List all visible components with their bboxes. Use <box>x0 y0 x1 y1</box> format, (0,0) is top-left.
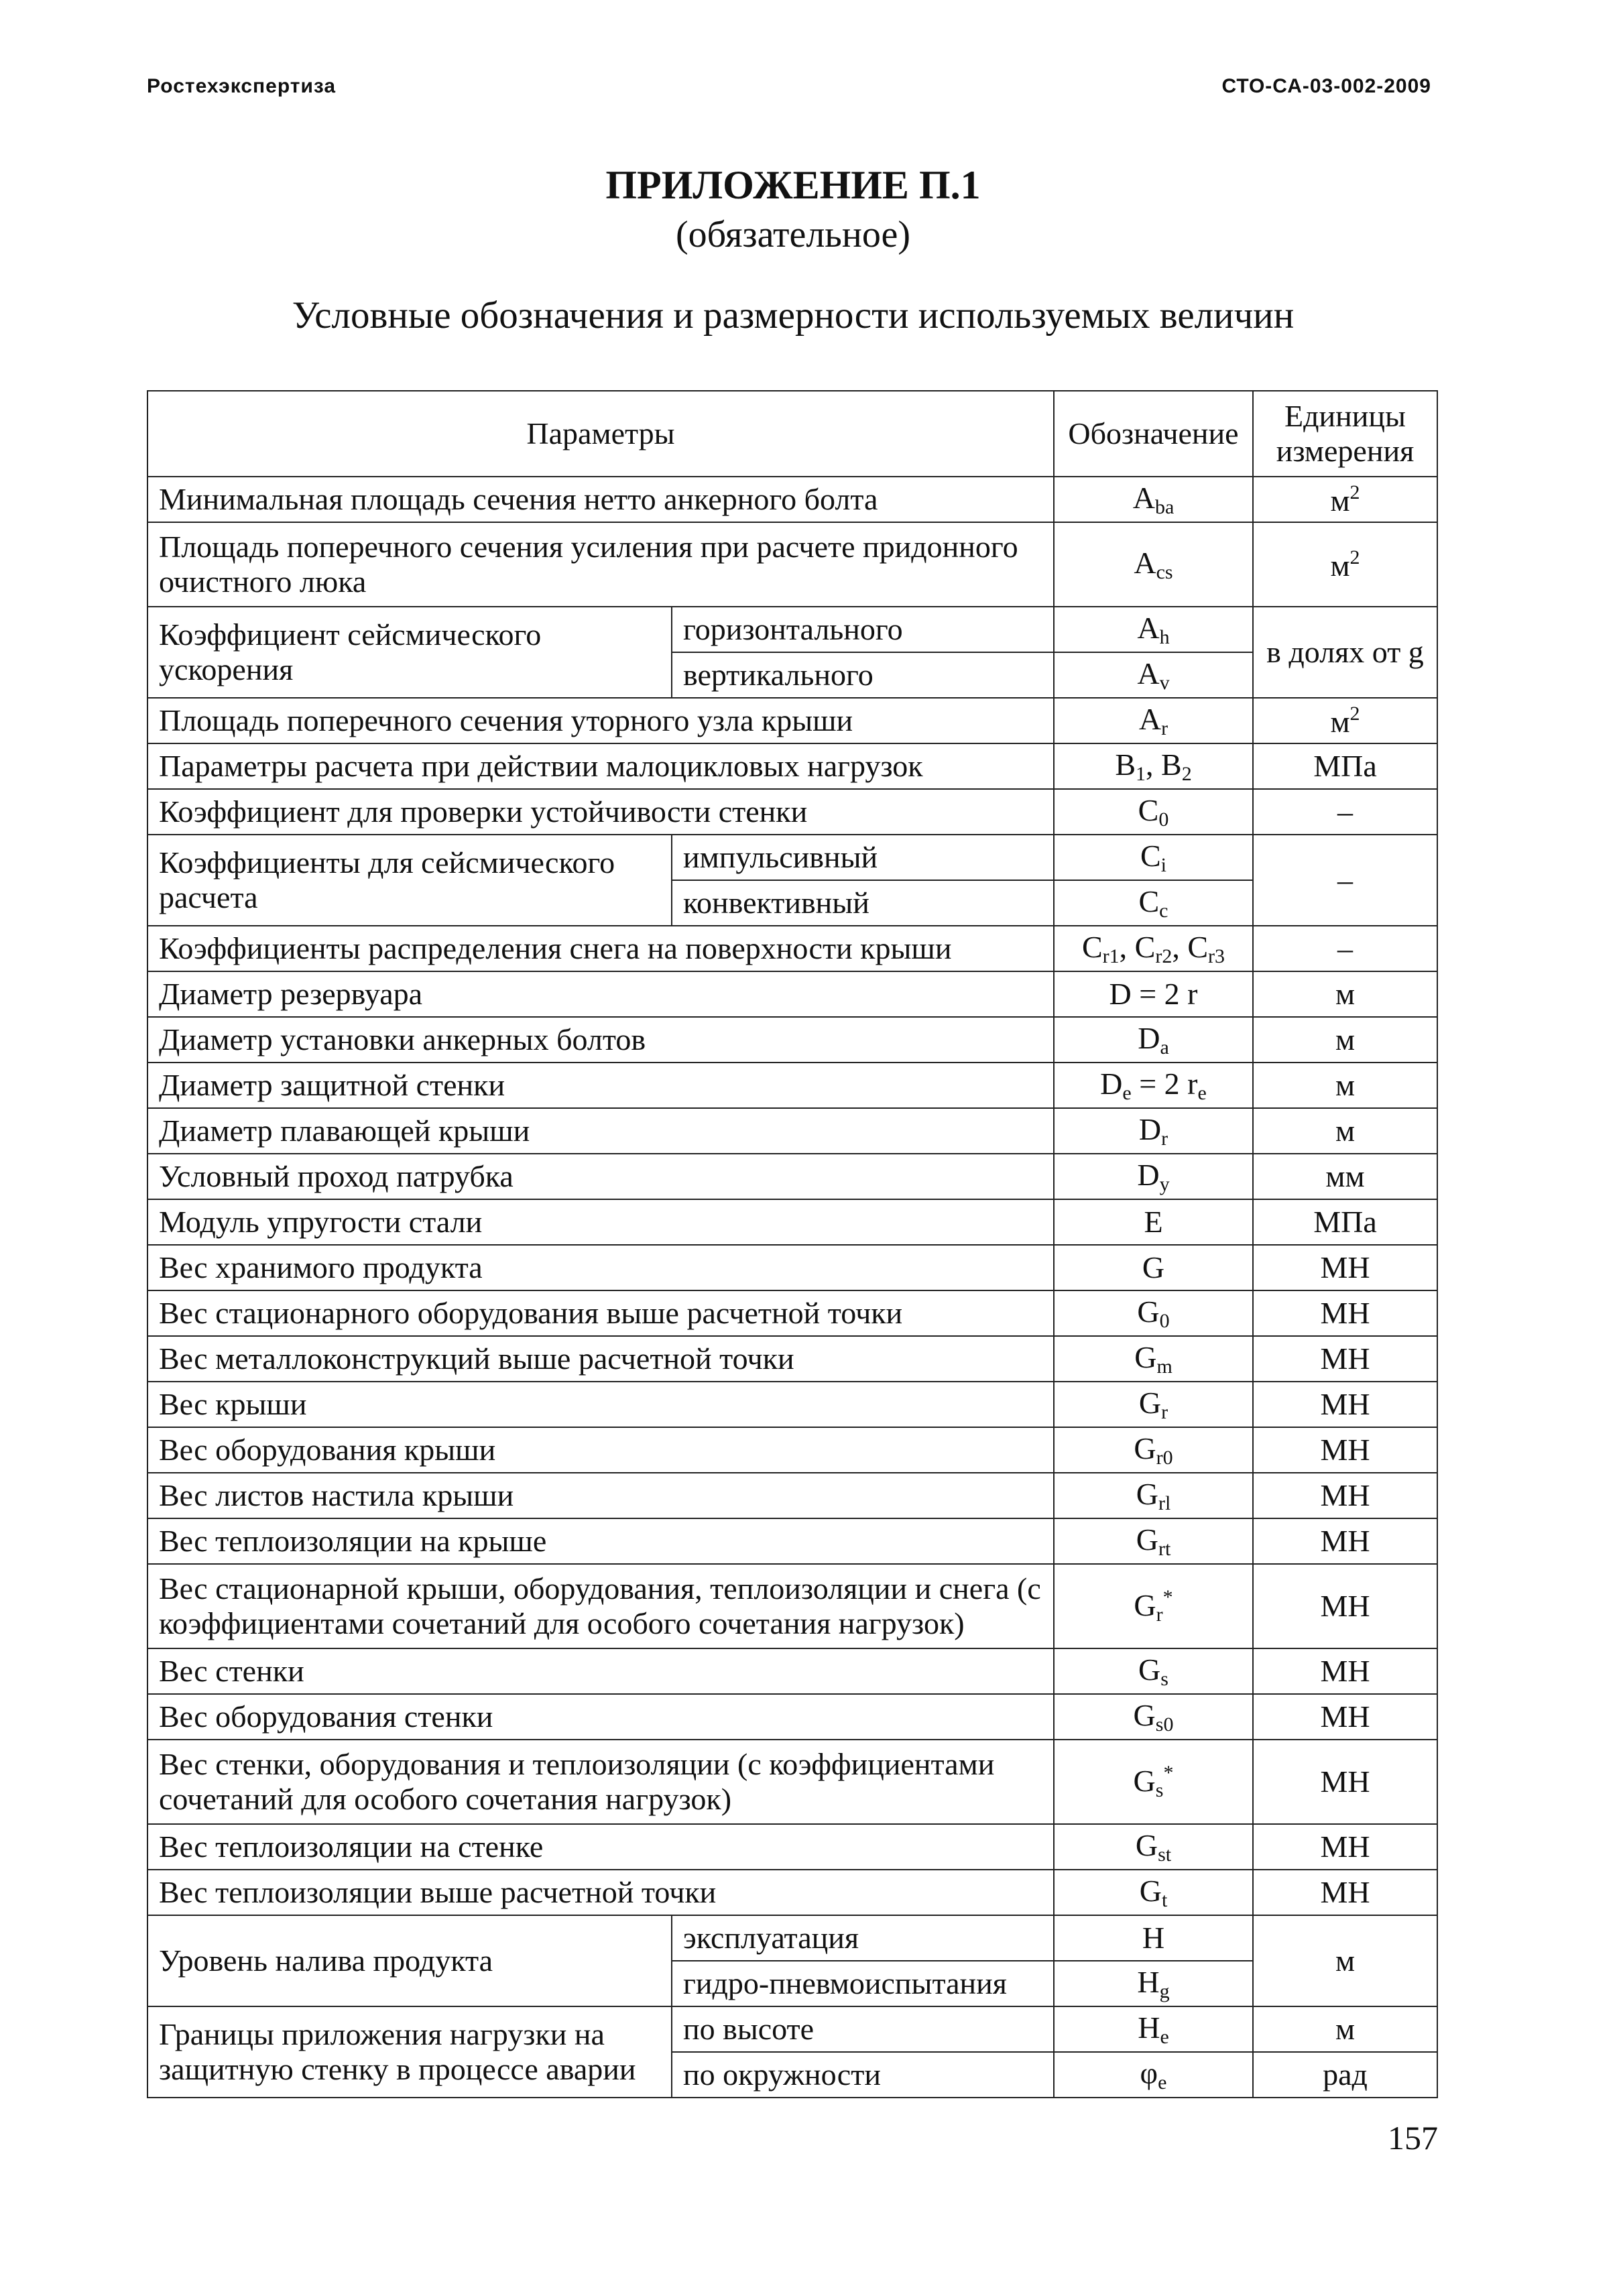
param-cell: Вес теплоизоляции выше расчетной точки <box>147 1870 1054 1915</box>
table-row <box>147 789 1437 835</box>
param-cell: Коэффициент для проверки устойчивости стенки <box>147 789 1054 835</box>
unit-cell: МН <box>1253 1245 1437 1290</box>
symbol-cell: $G_0$ <box>1054 1290 1253 1336</box>
symbol-cell: $D_a$ <box>1054 1017 1253 1063</box>
param-cell: Вес металлоконструкций выше расчетной точки <box>147 1336 1054 1382</box>
symbol-cell: $G_s$ <box>1054 1648 1253 1694</box>
unit-cell: МН <box>1253 1870 1437 1915</box>
param-cell: Вес крыши <box>147 1382 1054 1427</box>
param-cell: Коэффициенты распределения снега на поверхности крыши <box>147 926 1054 971</box>
table-row <box>147 1740 1437 1824</box>
symbol-cell: $D_r$ <box>1054 1108 1253 1154</box>
page-number: 157 <box>1388 2119 1438 2157</box>
unit-cell: м <box>1253 971 1437 1017</box>
table-row <box>147 1518 1437 1564</box>
unit-cell: рад <box>1253 2052 1437 2098</box>
table-row <box>147 1290 1437 1336</box>
table-row <box>147 1473 1437 1518</box>
param-cell: Коэффициенты для сейсмического расчета <box>147 835 672 926</box>
symbol-cell: $G_{rt}$ <box>1054 1518 1253 1564</box>
symbol-cell: $C_i$ <box>1054 835 1253 880</box>
param-cell: Вес хранимого продукта <box>147 1245 1054 1290</box>
header-params: Параметры <box>147 391 1054 477</box>
param-cell: Вес стационарной крыши, оборудования, теплоизоляции и снега (с коэффициентами сочетаний для особого сочетания нагрузок) <box>147 1564 1054 1648</box>
symbol-cell: H <box>1054 1915 1253 1961</box>
table-row <box>147 743 1437 789</box>
symbol-cell: $D_e = 2$ $r_e$ <box>1054 1063 1253 1108</box>
subparam-cell: вертикального <box>672 652 1054 698</box>
unit-cell: МН <box>1253 1824 1437 1870</box>
param-cell: Вес теплоизоляции на стенке <box>147 1824 1054 1870</box>
table-row <box>147 1154 1437 1199</box>
header-organization: Ростехэкспертиза <box>147 75 337 97</box>
symbol-cell: $G_{st}$ <box>1054 1824 1253 1870</box>
unit-cell: МН <box>1253 1518 1437 1564</box>
header-units: Единицы измерения <box>1253 391 1437 477</box>
unit-cell: м <box>1253 1017 1437 1063</box>
symbol-cell: $C_{r1}$, $C_{r2}$, $C_{r3}$ <box>1054 926 1253 971</box>
table-row <box>147 1564 1437 1648</box>
unit-cell: м <box>1253 1063 1437 1108</box>
symbol-cell: $G_{s0}$ <box>1054 1694 1253 1740</box>
unit-cell: м <box>1253 1915 1437 2006</box>
table-row <box>147 1694 1437 1740</box>
unit-cell: МН <box>1253 1694 1437 1740</box>
param-cell: Вес оборудования крыши <box>147 1427 1054 1473</box>
table-row <box>147 2006 1437 2052</box>
symbol-cell: $A_{cs}$ <box>1054 522 1253 607</box>
table-row <box>147 698 1437 743</box>
appendix-title: ПРИЛОЖЕНИЕ П.1 <box>605 163 981 207</box>
table-row <box>147 1017 1437 1063</box>
param-cell: Границы приложения нагрузки на защитную стенку в процессе аварии <box>147 2006 672 2098</box>
unit-cell: МН <box>1253 1382 1437 1427</box>
symbol-cell: $G_{r0}$ <box>1054 1427 1253 1473</box>
table-row <box>147 926 1437 971</box>
param-cell: Диаметр защитной стенки <box>147 1063 1054 1108</box>
param-cell: Вес стенки, оборудования и теплоизоляции (с коэффициентами сочетаний для особого сочетания нагрузок) <box>147 1740 1054 1824</box>
unit-cell: МН <box>1253 1740 1437 1824</box>
subparam-cell: эксплуатация <box>672 1915 1054 1961</box>
unit-cell: $м^2$ <box>1253 522 1437 607</box>
table-row <box>147 971 1437 1017</box>
unit-cell: м <box>1253 2006 1437 2052</box>
table-row <box>147 522 1437 607</box>
table-row <box>147 1063 1437 1108</box>
subparam-cell: импульсивный <box>672 835 1054 880</box>
symbol-cell: $G_m$ <box>1054 1336 1253 1382</box>
param-cell: Площадь поперечного сечения усиления при расчете придонного очистного люка <box>147 522 1054 607</box>
param-cell: Минимальная площадь сечения нетто анкерного болта <box>147 477 1054 522</box>
table-row <box>147 1915 1437 1961</box>
symbol-cell: D = 2 r <box>1054 971 1253 1017</box>
appendix-subtitle: (обязательное) <box>676 214 910 255</box>
table-row <box>147 477 1437 522</box>
header-symbol: Обозначение <box>1054 391 1253 477</box>
param-cell: Площадь поперечного сечения уторного узла крыши <box>147 698 1054 743</box>
header-document-code: СТО-СА-03-002-2009 <box>1221 75 1431 97</box>
symbol-cell: $G_t$ <box>1054 1870 1253 1915</box>
table-row <box>147 1245 1437 1290</box>
unit-cell: МН <box>1253 1427 1437 1473</box>
subparam-cell: по окружности <box>672 2052 1054 2098</box>
unit-cell: МН <box>1253 1336 1437 1382</box>
table-row <box>147 1824 1437 1870</box>
symbol-cell: $G_s^*$ <box>1054 1740 1253 1824</box>
unit-cell: – <box>1253 926 1437 971</box>
table-header-row <box>147 391 1437 477</box>
unit-cell: мм <box>1253 1154 1437 1199</box>
table-row <box>147 1199 1437 1245</box>
table-row <box>147 607 1437 652</box>
param-cell: Вес листов настила крыши <box>147 1473 1054 1518</box>
unit-cell: МН <box>1253 1290 1437 1336</box>
unit-cell: $м^2$ <box>1253 698 1437 743</box>
param-cell: Диаметр установки анкерных болтов <box>147 1017 1054 1063</box>
unit-cell: МПа <box>1253 1199 1437 1245</box>
unit-cell: в долях от g <box>1253 607 1437 698</box>
param-cell: Вес стационарного оборудования выше расчетной точки <box>147 1290 1054 1336</box>
symbol-cell: $D_y$ <box>1054 1154 1253 1199</box>
symbol-cell: $A_h$ <box>1054 607 1253 652</box>
param-cell: Модуль упругости стали <box>147 1199 1054 1245</box>
param-cell: Диаметр плавающей крыши <box>147 1108 1054 1154</box>
unit-cell: МН <box>1253 1648 1437 1694</box>
param-cell: Условный проход патрубка <box>147 1154 1054 1199</box>
table-row <box>147 1108 1437 1154</box>
symbol-cell: $C_0$ <box>1054 789 1253 835</box>
param-cell: Диаметр резервуара <box>147 971 1054 1017</box>
unit-cell: м <box>1253 1108 1437 1154</box>
symbol-cell: $G_r$ <box>1054 1382 1253 1427</box>
subparam-cell: по высоте <box>672 2006 1054 2052</box>
unit-cell: – <box>1253 789 1437 835</box>
appendix-heading: Условные обозначения и размерности используемых величин <box>292 294 1295 337</box>
symbol-cell: G <box>1054 1245 1253 1290</box>
unit-cell: МН <box>1253 1564 1437 1648</box>
symbol-cell: $C_c$ <box>1054 880 1253 926</box>
symbol-cell: $G_{rl}$ <box>1054 1473 1253 1518</box>
table-row <box>147 1870 1437 1915</box>
symbol-cell: $H_g$ <box>1054 1961 1253 2006</box>
symbol-cell: $A_r$ <box>1054 698 1253 743</box>
param-cell: Вес стенки <box>147 1648 1054 1694</box>
symbol-cell: $B_1$, $B_2$ <box>1054 743 1253 789</box>
unit-cell: $м^2$ <box>1253 477 1437 522</box>
table-row <box>147 1427 1437 1473</box>
table-row <box>147 1382 1437 1427</box>
symbol-cell: $H_e$ <box>1054 2006 1253 2052</box>
param-cell: Коэффициент сейсмического ускорения <box>147 607 672 698</box>
table-row <box>147 1336 1437 1382</box>
param-cell: Параметры расчета при действии малоцикловых нагрузок <box>147 743 1054 789</box>
subparam-cell: конвективный <box>672 880 1054 926</box>
unit-cell: МН <box>1253 1473 1437 1518</box>
table-row <box>147 1648 1437 1694</box>
symbol-cell: $A_v$ <box>1054 652 1253 698</box>
param-cell: Вес оборудования стенки <box>147 1694 1054 1740</box>
subparam-cell: горизонтального <box>672 607 1054 652</box>
unit-cell: – <box>1253 835 1437 926</box>
table-row <box>147 835 1437 880</box>
symbols-table <box>147 390 1438 2098</box>
unit-cell: МПа <box>1253 743 1437 789</box>
symbol-cell: $\varphi_e$ <box>1054 2052 1253 2098</box>
symbol-cell: E <box>1054 1199 1253 1245</box>
symbol-cell: $A_{ba}$ <box>1054 477 1253 522</box>
param-cell: Уровень налива продукта <box>147 1915 672 2006</box>
symbol-cell: $G_r^*$ <box>1054 1564 1253 1648</box>
subparam-cell: гидро-пневмоиспытания <box>672 1961 1054 2006</box>
param-cell: Вес теплоизоляции на крыше <box>147 1518 1054 1564</box>
